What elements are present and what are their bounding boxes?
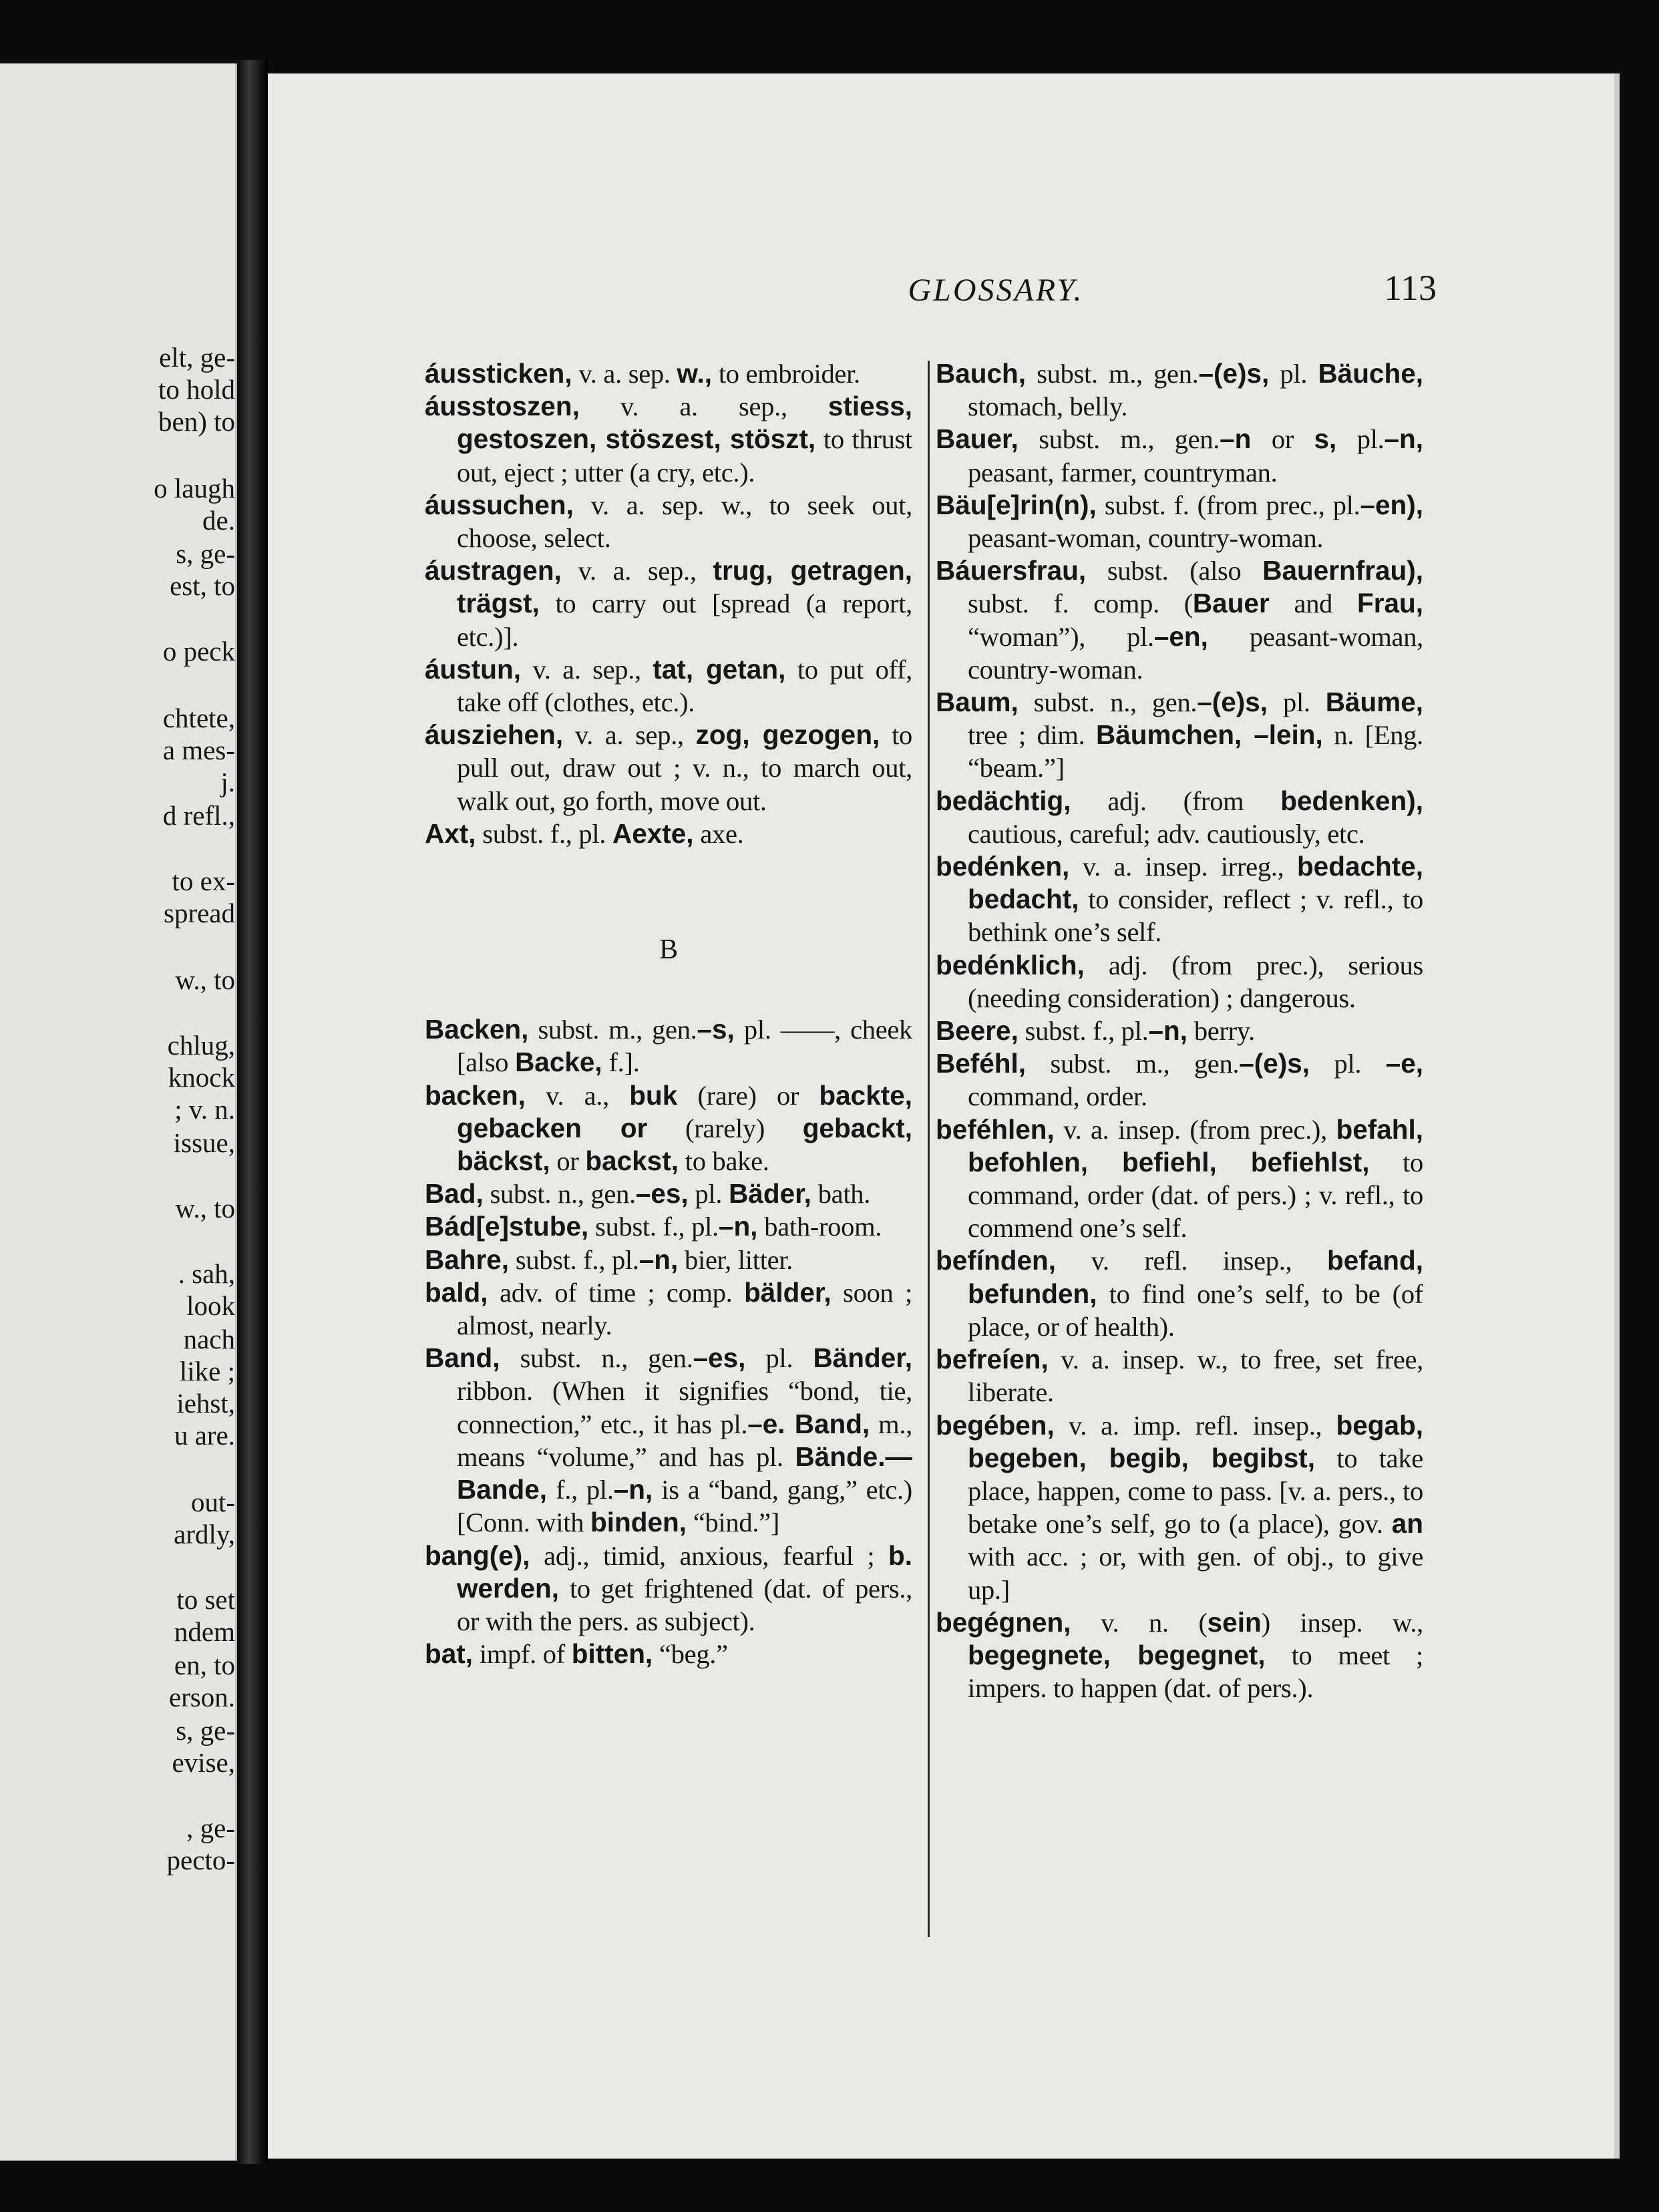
left-page-text-fragment: chtete, <box>162 703 235 733</box>
glossary-entry: Báuersfrau, subst. (also Bauernfrau), subst. f. comp. (Bauer and Frau, “woman”), pl.–en, peasant-woman, country-woman. <box>936 555 1423 685</box>
glossary-entry: bat, impf. of bitten, “beg.” <box>425 1638 728 1670</box>
glossary-entry: Bahre, subst. f., pl.–n, bier, litter. <box>425 1244 793 1275</box>
left-page-text-fragment: to ex- <box>172 866 235 896</box>
glossary-entry: Beféhl, subst. m., gen.–(e)s, pl. –e, command, order. <box>936 1048 1423 1112</box>
left-page-text-fragment: o laugh <box>154 473 235 504</box>
glossary-entry: áussticken, v. a. sep. w., to embroider. <box>425 358 860 389</box>
glossary-entry: áussuchen, v. a. sep. w., to seek out, choose, select. <box>425 489 912 554</box>
glossary-column-left <box>425 357 912 2040</box>
left-page-text-fragment: ardly, <box>174 1519 235 1549</box>
glossary-entry: bald, adv. of time ; comp. bälder, soon ; almost, nearly. <box>425 1276 912 1341</box>
column-divider-rule <box>928 361 930 1937</box>
glossary-entry: Axt, subst. f., pl. Aexte, axe. <box>425 817 744 849</box>
left-page-text-fragment: issue, <box>173 1127 235 1158</box>
left-page-text-fragment: knock <box>168 1062 235 1093</box>
glossary-entry: Bad, subst. n., gen.–es, pl. Bäder, bath. <box>425 1178 871 1210</box>
left-page-text-fragment: out- <box>190 1487 235 1517</box>
glossary-entry: befínden, v. refl. insep., befand, befunden, to find one’s self, to be (of place, or of health). <box>936 1245 1423 1342</box>
glossary-entry: begében, v. a. imp. refl. insep., begab, begeben, begib, begibst, to take place, happen, come to pass. [v. a. pers., to betake one’s self, go to (a place), gov. an with acc. ; or, with gen. of obj., to give up.] <box>936 1409 1423 1605</box>
glossary-entry: Bauer, subst. m., gen.–n or s, pl.–n, peasant, farmer, countryman. <box>936 423 1423 488</box>
left-page-text-fragment: ndem <box>174 1616 235 1647</box>
glossary-entry: Band, subst. n., gen.–es, pl. Bänder, ribbon. (When it signifies “bond, tie, connection,” etc., it has pl.–e. Band, m., means “volume,” and has pl. Bände.—Bande, f., pl.–n, is a “band, gang,” etc.) [Conn. with binden, “bind.”] <box>425 1342 912 1538</box>
left-page-text-fragment: pecto- <box>166 1845 235 1875</box>
glossary-entry: bang(e), adj., timid, anxious, fearful ; b. werden, to get frightened (dat. of pers., or with the pers. as subject). <box>425 1539 912 1636</box>
glossary-entry: befreíen, v. a. insep. w., to free, set free, liberate. <box>936 1344 1423 1408</box>
left-page-text-fragment: look <box>186 1290 235 1321</box>
left-page-edge <box>0 63 237 2161</box>
left-page-text-fragment: w., to <box>175 1193 235 1224</box>
left-page-text-fragment: elt, ge- <box>159 342 235 373</box>
page-number: 113 <box>1384 268 1437 308</box>
left-page-text-fragment: , ge- <box>186 1813 235 1843</box>
left-page-text-fragment: ; v. n. <box>174 1094 235 1125</box>
left-page-text-fragment: a mes- <box>162 735 235 765</box>
glossary-entry: bedénken, v. a. insep. irreg., bedachte, bedacht, to consider, reflect ; v. refl., to bethink one’s self. <box>936 851 1423 948</box>
left-page-text-fragment: nach <box>183 1324 235 1354</box>
right-page <box>268 73 1620 2159</box>
glossary-entry: Beere, subst. f., pl.–n, berry. <box>936 1015 1255 1047</box>
glossary-entry: Backen, subst. m., gen.–s, pl. ——, cheek [also Backe, f.]. <box>425 1014 912 1078</box>
glossary-entry: Baum, subst. n., gen.–(e)s, pl. Bäume, tree ; dim. Bäumchen, –lein, n. [Eng. “beam.”] <box>936 687 1423 783</box>
glossary-entry: begégnen, v. n. (sein) insep. w., begegnete, begegnet, to meet ; impers. to happen (dat. of pers.). <box>936 1606 1423 1704</box>
glossary-entry: Bauch, subst. m., gen.–(e)s, pl. Bäuche, stomach, belly. <box>936 358 1423 422</box>
glossary-entry: áusstoszen, v. a. sep., stiess, gestoszen, stöszest, stöszt, to thrust out, eject ; utter (a cry, etc.). <box>425 391 912 488</box>
glossary-entry: Bäu[e]rin(n), subst. f. (from prec., pl.–en), peasant-woman, country-woman. <box>936 489 1423 554</box>
glossary-entry: beféhlen, v. a. insep. (from prec.), befahl, befohlen, befiehl, befiehlst, to command, order (dat. of pers.) ; v. refl., to commend one’s self. <box>936 1113 1423 1244</box>
left-page-text-fragment: chlug, <box>167 1030 235 1061</box>
glossary-entry: backen, v. a., buk (rare) or backte, gebacken or (rarely) gebackt, bäckst, or backst, to bake. <box>425 1079 912 1177</box>
left-page-text-fragment: s, ge- <box>176 538 235 569</box>
glossary-entry: bedénklich, adj. (from prec.), serious (needing consideration) ; dangerous. <box>936 949 1423 1013</box>
left-page-text-fragment: like ; <box>179 1356 235 1387</box>
left-page-text-fragment: en, to <box>174 1650 235 1680</box>
left-page-text-fragment: est, to <box>170 570 235 601</box>
left-page-text-fragment: de. <box>202 505 235 536</box>
left-page-text-fragment: u are. <box>174 1420 235 1451</box>
left-page-text-fragment: ben) to <box>158 406 235 437</box>
left-page-text-fragment: to set <box>176 1584 235 1615</box>
glossary-column-right <box>936 357 1423 2040</box>
left-page-text-fragment: o peck <box>162 636 235 667</box>
running-header-title: GLOSSARY. <box>908 272 1084 308</box>
book-spine-gutter <box>237 60 268 2164</box>
left-page-text-fragment: d refl., <box>162 800 235 831</box>
section-letter-heading: B <box>659 934 678 966</box>
left-page-text-fragment: evise, <box>172 1747 235 1778</box>
glossary-entry: Bád[e]stube, subst. f., pl.–n, bath-room. <box>425 1211 882 1242</box>
left-page-text-fragment: s, ge- <box>176 1715 235 1746</box>
left-page-text-fragment: iehst, <box>176 1388 235 1419</box>
left-page-text-fragment: w., to <box>175 964 235 995</box>
glossary-entry: bedächtig, adj. (from bedenken), cautious, careful; adv. cautiously, etc. <box>936 785 1423 849</box>
left-page-text-fragment: spread <box>163 898 235 928</box>
entries-a-section <box>425 357 912 850</box>
glossary-entry: áustun, v. a. sep., tat, getan, to put off, take off (clothes, etc.). <box>425 653 912 718</box>
left-page-text-fragment: j. <box>220 767 235 797</box>
left-page-text-fragment: . sah, <box>178 1258 235 1289</box>
left-page-text-fragment: to hold <box>158 374 235 405</box>
glossary-entry: áustragen, v. a. sep., trug, getragen, trägst, to carry out [spread (a report, etc.)]. <box>425 555 912 652</box>
glossary-entry: áusziehen, v. a. sep., zog, gezogen, to pull out, draw out ; v. n., to march out, walk out, go forth, move out. <box>425 719 912 816</box>
entries-b-section <box>425 1013 912 1670</box>
left-page-text-fragment: erson. <box>168 1682 235 1712</box>
